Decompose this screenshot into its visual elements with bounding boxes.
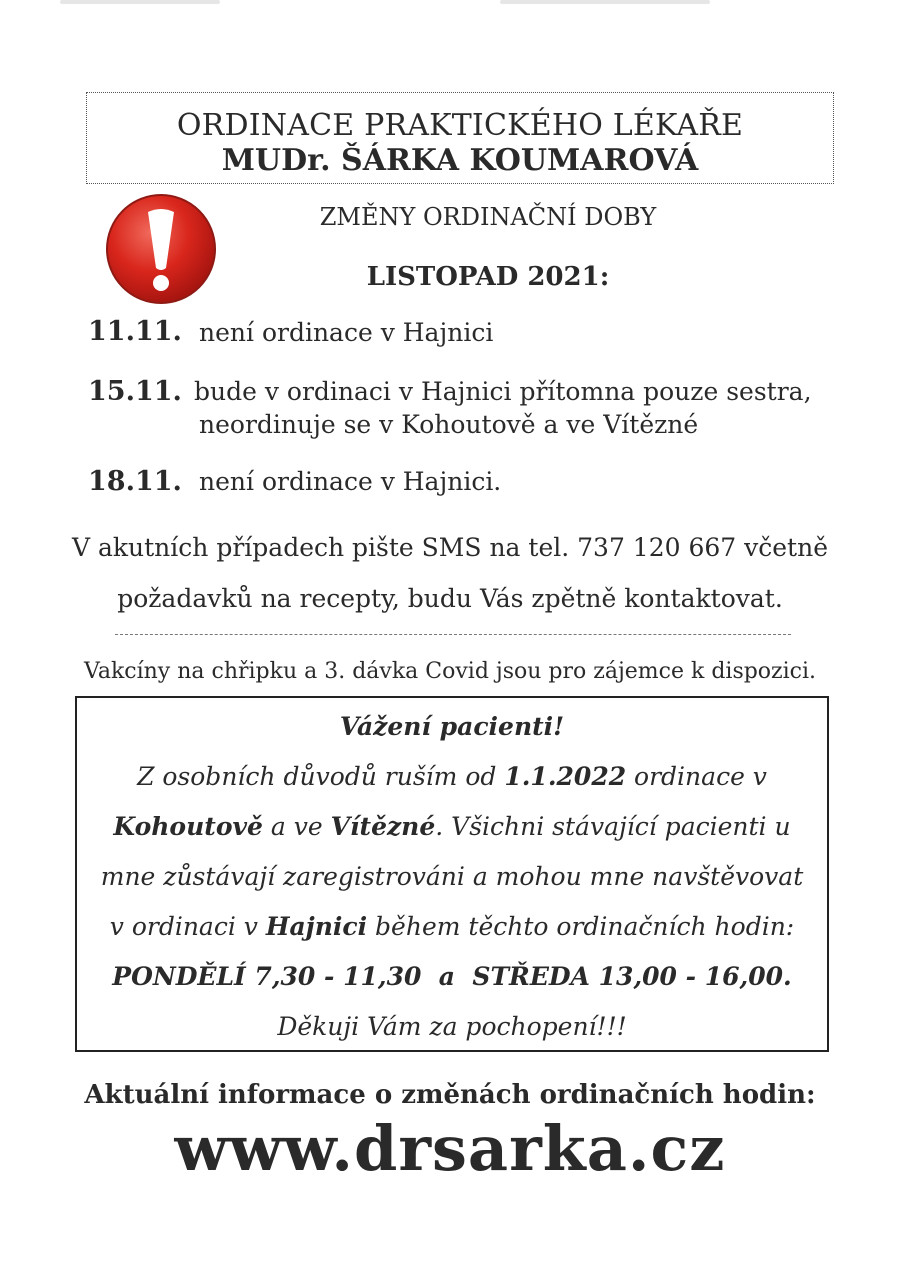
entry-text-1: není ordinace v Hajnici	[199, 318, 494, 347]
footer-info: Aktuální informace o změnách ordinačních hodin:	[84, 1080, 816, 1110]
clinic-title: ORDINACE PRAKTICKÉHO LÉKAŘE	[176, 108, 744, 143]
notice-line-2: Kohoutově a ve Vítězné. Všichni stávající pacienti u	[113, 812, 791, 841]
scan-smudge-left	[60, 0, 220, 4]
entry-date-2: 15.11.	[88, 376, 182, 407]
notice-greeting: Vážení pacienti!	[339, 712, 565, 741]
dashed-divider	[115, 634, 791, 635]
scan-smudge-right	[500, 0, 710, 4]
vaccine-info: Vakcíny na chřipku a 3. dávka Covid jsou pro zájemce k dispozici.	[83, 659, 817, 684]
entry-text-2-cont: neordinuje se v Kohoutově a ve Vítězné	[199, 410, 699, 439]
patient-notice-box	[75, 696, 829, 1052]
notice-thanks: Děkuji Vám za pochopení!!!	[277, 1012, 627, 1041]
notice-line-3: mne zůstávají zaregistrováni a mohou mne navštěvovat	[100, 862, 804, 891]
sms-line-1: V akutních případech pište SMS na tel. 737 120 667 včetně	[71, 533, 828, 562]
entry-date-1: 11.11.	[88, 316, 182, 347]
website-url: www.drsarka.cz	[174, 1112, 726, 1185]
header-box	[86, 92, 834, 184]
notice-line-4: v ordinaci v Hajnici během těchto ordinačních hodin:	[109, 912, 795, 941]
month-heading: LISTOPAD 2021:	[366, 262, 610, 292]
hours-change-subtitle: ZMĚNY ORDINAČNÍ DOBY	[319, 203, 657, 231]
entry-date-3: 18.11.	[88, 466, 182, 497]
entry-text-3: není ordinace v Hajnici.	[199, 467, 502, 496]
entry-text-2: bude v ordinaci v Hajnici přítomna pouze sestra,	[194, 377, 812, 406]
notice-line-1: Z osobních důvodů ruším od 1.1.2022 ordinace v	[137, 762, 767, 791]
doctor-name: MUDr. ŠÁRKA KOUMAROVÁ	[221, 143, 699, 178]
sms-line-2: požadavků na recepty, budu Vás zpětně kontaktovat.	[117, 584, 783, 613]
notice-hours: PONDĚLÍ 7,30 - 11,30 a STŘEDA 13,00 - 16,00.	[112, 962, 792, 991]
